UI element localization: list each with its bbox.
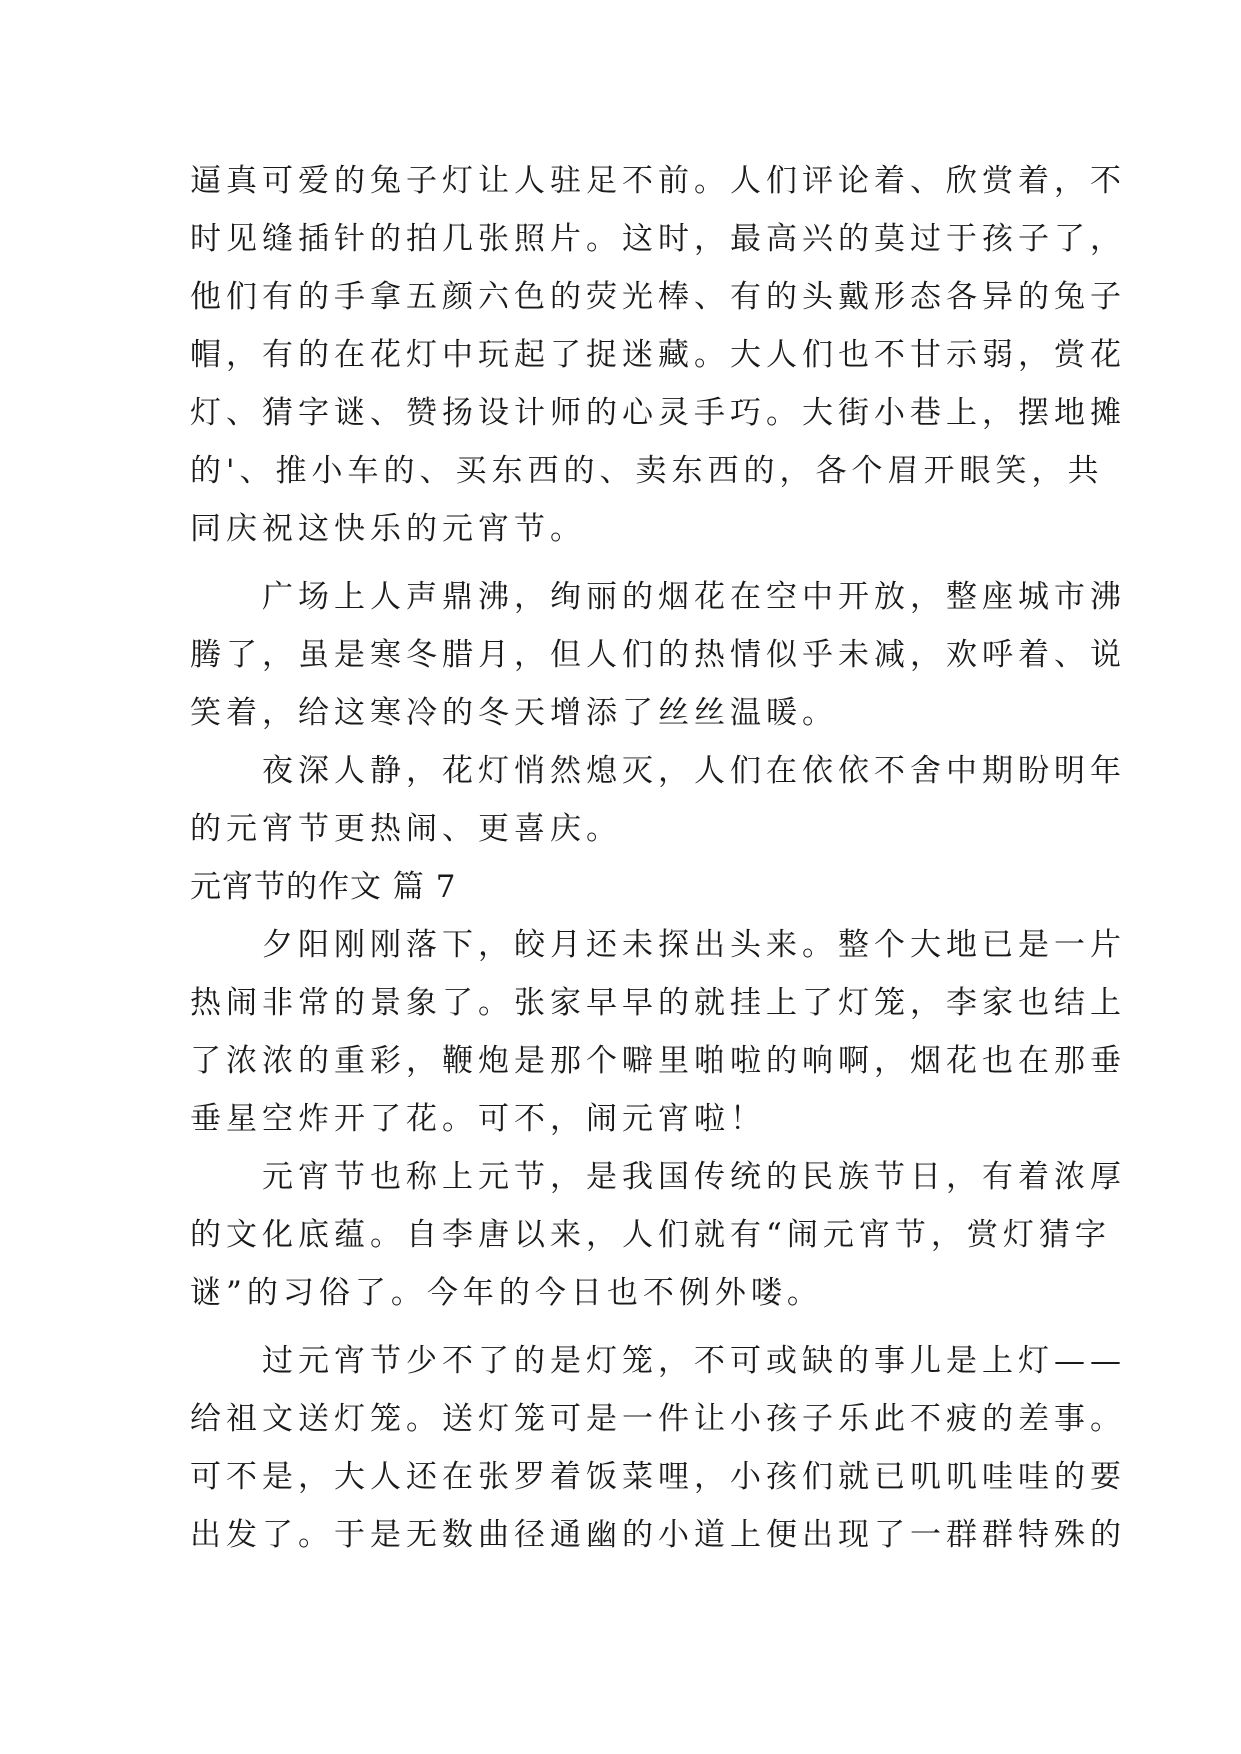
text-line: 夕阳刚刚落下，皎月还未探出头来。整个大地已是一片 xyxy=(190,927,1126,963)
paragraph xyxy=(190,916,1126,1148)
paragraph xyxy=(190,742,1126,858)
text-line: 谜”的习俗了。今年的今日也不例外喽。 xyxy=(190,1275,823,1311)
section-heading xyxy=(190,858,1070,916)
text-line: 广场上人声鼎沸，绚丽的烟花在空中开放，整座城市沸 xyxy=(190,579,1126,615)
text-line: 了浓浓的重彩，鞭炮是那个噼里啪啦的响啊，烟花也在那垂 xyxy=(190,1043,1126,1079)
text-line: 元宵节也称上元节，是我国传统的民族节日，有着浓厚 xyxy=(190,1159,1126,1195)
text-line: 灯、猜字谜、赞扬设计师的心灵手巧。大街小巷上，摆地摊 xyxy=(190,395,1126,431)
paragraph-gap xyxy=(190,558,1070,568)
text-line: 给祖文送灯笼。送灯笼可是一件让小孩子乐此不疲的差事。 xyxy=(190,1401,1126,1437)
text-line: 他们有的手拿五颜六色的荧光棒、有的头戴形态各异的兔子 xyxy=(190,279,1126,315)
text-line: 时见缝插针的拍几张照片。这时，最高兴的莫过于孩子了， xyxy=(190,221,1126,257)
text-line: 同庆祝这快乐的元宵节。 xyxy=(190,511,586,547)
text-line: 热闹非常的景象了。张家早早的就挂上了灯笼，李家也结上 xyxy=(190,985,1126,1021)
text-line: 夜深人静，花灯悄然熄灭，人们在依依不舍中期盼明年 xyxy=(190,753,1126,789)
text-line: 的元宵节更热闹、更喜庆。 xyxy=(190,811,622,847)
paragraph xyxy=(190,568,1126,742)
text-line: 帽，有的在花灯中玩起了捉迷藏。大人们也不甘示弱，赏花 xyxy=(190,337,1126,373)
text-line: 垂星空炸开了花。可不，闹元宵啦！ xyxy=(190,1101,766,1137)
text-line: 的文化底蕴。自李唐以来，人们就有“闹元宵节，赏灯猜字 xyxy=(190,1217,1111,1253)
paragraph xyxy=(190,1332,1126,1564)
text-line: 腾了，虽是寒冬腊月，但人们的热情似乎未减，欢呼着、说 xyxy=(190,637,1126,673)
essay-body xyxy=(190,152,1126,1564)
heading-text: 元宵节的作文 篇 7 xyxy=(190,869,457,905)
text-line: 笑着，给这寒冷的冬天增添了丝丝温暖。 xyxy=(190,695,838,731)
paragraph-gap xyxy=(190,1322,1070,1332)
text-line: 出发了。于是无数曲径通幽的小道上便出现了一群群特殊的 xyxy=(190,1517,1126,1553)
text-line: 的'、推小车的、买东西的、卖东西的，各个眉开眼笑，共 xyxy=(190,453,1104,489)
text-line: 逼真可爱的兔子灯让人驻足不前。人们评论着、欣赏着，不 xyxy=(190,163,1126,199)
text-line: 过元宵节少不了的是灯笼，不可或缺的事儿是上灯—— xyxy=(190,1343,1126,1379)
paragraph xyxy=(190,1148,1126,1322)
text-line: 可不是，大人还在张罗着饭菜哩，小孩们就已叽叽哇哇的要 xyxy=(190,1459,1126,1495)
paragraph xyxy=(190,152,1126,558)
